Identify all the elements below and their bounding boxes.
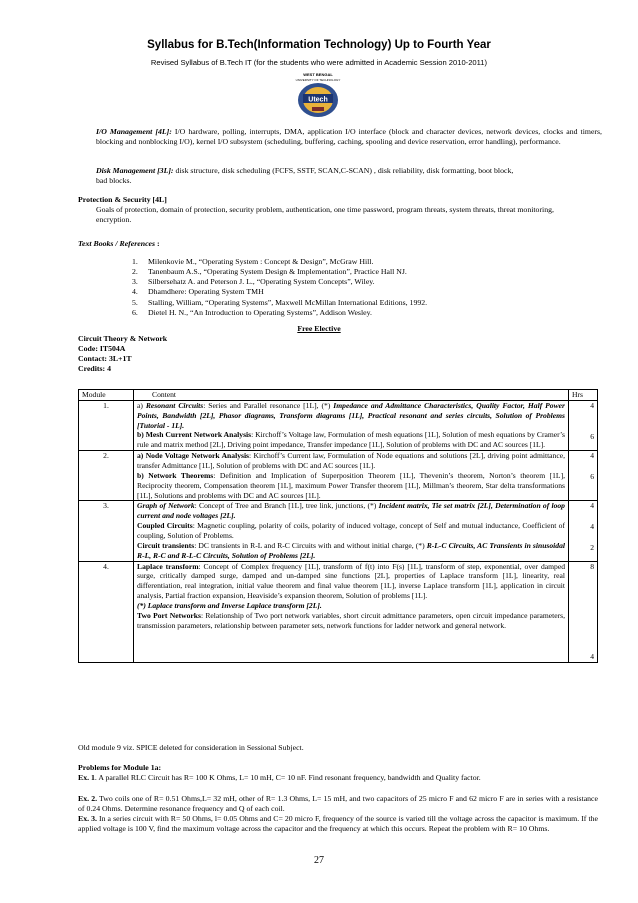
course-code: Code: IT504A	[78, 344, 126, 353]
table-row	[79, 400, 598, 450]
course-credits: Credits: 4	[78, 364, 111, 373]
book-text: Milenkovie M., “Operating System : Concept & Design”, McGraw Hill.	[148, 257, 374, 266]
logo-brand-text: Utech	[308, 96, 328, 104]
topic-title: Two Port Networks	[137, 610, 201, 620]
module-content	[134, 400, 569, 450]
problem-text: Two coils one of R= 0.51 Ohms,L= 32 mH, other of R= 1.3 Ohms, L= 15 mH, and two capacitors of 25 micro F and 62 micro F are in series with a resistance of 0.24 Ohms. Determine resonance frequency and Q of each coil.	[78, 794, 598, 814]
module-content	[134, 451, 569, 501]
problem-ex2	[78, 794, 598, 814]
hours-value: 4	[590, 451, 594, 461]
module-content	[134, 501, 569, 561]
list-item	[132, 267, 562, 277]
logo-top-text: WEST BENGAL	[303, 72, 333, 77]
problem-text: . A parallel RLC Circuit has R= 100 K Ohms, L= 10 mH, C= 10 nF. Find resonant frequency, bandwidth and Quality factor.	[94, 773, 481, 782]
book-text: Dietel H. N., “An Introduction to Operating Systems”, Addison Wesley.	[148, 307, 372, 317]
topic-text: : Concept of Complex frequency [1L], transform of f(t) into F(s) [1L], transform of step, exponential, over damped surge, critically damped surge, damped and un-damped sine functions [2L], properties of Laplace transform [1L], linearity, real differentiation, real integration, initial value theorem and final value theorem [1L], inverse Laplace transform [1L], application in circuit analysis, Partial fraction expansion, Heaviside’s expansion theorem, Solution of problems [1L].	[137, 561, 565, 601]
table-header-row	[79, 390, 598, 401]
protection-heading: Protection & Security [4L]	[78, 195, 167, 204]
textbooks-list	[132, 257, 562, 318]
topic-title: b) Mesh Current Network Analysis	[137, 430, 252, 440]
module-number: 2.	[79, 451, 134, 501]
list-item	[132, 298, 562, 308]
topic-text: : Concept of Tree and Branch [1L], tree link, junctions, (*)	[194, 501, 379, 511]
table-row	[79, 451, 598, 501]
item-prefix: a)	[137, 400, 146, 410]
problem-label: Ex. 3.	[78, 814, 97, 823]
university-logo	[290, 71, 346, 119]
table-row	[79, 501, 598, 561]
topic-highlight: (*) Laplace transform and Inverse Laplace transform [2L].	[137, 601, 322, 611]
hours-value: 8	[590, 561, 594, 571]
io-management-paragraph	[96, 127, 602, 147]
hours-value: 4	[590, 501, 594, 511]
topic-highlight: R-L-C Circuits, AC Transients in sinusoidal R-L, R-C and R-L-C Circuits, Solution of Problems [2L].	[137, 540, 565, 560]
book-text: Tanenbaum A.S., “Operating System Design & Implementation”, Practice Hall NJ.	[148, 267, 407, 277]
topic-text: : Kirchoff’s Voltage law, Formulation of mesh equations [1L], Solution of mesh equations by Cramer’s rule and matrix method [2L], Driving point impedance, Transfer impedance [1L], Solution of problems with DC and AC sources [1L].	[137, 430, 565, 450]
topic-text: : Series and Parallel resonance [1L], (*)	[203, 400, 334, 410]
module-hours	[569, 400, 598, 450]
topic-title: Coupled Circuits	[137, 521, 193, 531]
problems-heading: Problems for Module 1a:	[78, 763, 162, 772]
list-item	[132, 277, 562, 287]
textbooks-heading-colon: :	[155, 239, 160, 248]
problem-ex3	[78, 814, 598, 834]
disk-management-heading: Disk Management [3L]:	[96, 166, 174, 175]
topic-title: a) Node Voltage Network Analysis	[137, 451, 250, 461]
hours-value: 4	[590, 400, 594, 410]
topic-title: Laplace transform	[137, 561, 199, 571]
module-content	[134, 561, 569, 663]
book-text: Silbersehatz A. and Peterson J. L., “Operating System Concepts”, Wiley.	[148, 277, 375, 287]
topic-text: : Magnetic coupling, polarity of coils, polarity of induced voltage, concept of Self and mutual inductance, Coefficient of coupling, Solution of Problems.	[137, 521, 565, 541]
course-title: Circuit Theory & Network	[78, 334, 168, 343]
book-number: 6.	[132, 307, 138, 317]
page-number: 27	[314, 855, 324, 866]
course-contact: Contact: 3L+1T	[78, 354, 132, 363]
book-number: 2.	[132, 267, 138, 277]
topic-highlight: Incident matrix, Tie set matrix [2L], Determination of loop current and node voltages [2L].	[137, 501, 565, 521]
list-item	[132, 308, 562, 318]
topic-text: : Definition and Implication of Superposition Theorem [1L], Thevenin’s theorem, Norton’s theorem [1L], Reciprocity theorem, Compensation theorem [1L], maximum Power Transfer theorem [1L], Millman’s theorem, Star delta transformations [1L], Solutions and problems with DC and AC sources [1L].	[137, 470, 566, 500]
protection-text: Goals of protection, domain of protection, security problem, authentication, one time password, program threats, system threats, threat monitoring, encryption.	[96, 205, 554, 225]
topic-text: : DC transients in R-L and R-C Circuits with and without initial charge, (*)	[194, 540, 427, 550]
problem-text: In a series circuit with R= 50 Ohms, l= 0.05 Ohms and C= 20 micro F, frequency of the source is varied till the voltage across the capacitor is maximum. If the applied voltage is 100 V, find the maximum voltage across the capacitor and the frequency at which this occurs. Repeat the problem with R= 10 Ohms.	[78, 814, 598, 834]
problem-label: Ex. 1	[78, 773, 95, 782]
book-number: 4.	[132, 287, 138, 297]
hrs-column-header: Hrs	[569, 390, 598, 401]
topic-title: Circuit transients	[137, 540, 195, 550]
hours-value: 2	[590, 543, 594, 553]
list-item	[132, 287, 562, 297]
hours-value: 6	[590, 472, 594, 482]
hours-value: 6	[590, 431, 594, 441]
module-column-header: Module	[79, 390, 134, 401]
free-elective-heading: Free Elective	[297, 324, 341, 333]
logo-sub-text: UNIVERSITY OF TECHNOLOGY	[295, 78, 341, 82]
module-hours	[569, 451, 598, 501]
module-number: 4.	[79, 561, 134, 663]
disk-management-paragraph	[96, 166, 526, 186]
io-management-heading: I/O Management [4L]:	[96, 127, 172, 136]
old-module-note: Old module 9 viz. SPICE deleted for consideration in Sessional Subject.	[78, 743, 304, 752]
topic-text: : Relationship of Two port network variables, short circuit admittance parameters, open circuit impedance parameters, transmission parameters, relationship between parameter sets, network functions for ladder network and general network.	[137, 610, 565, 630]
topic-text: : Kirchoff’s Current law, Formulation of Node equations and solutions [2L], driving point admittance, transfer Admittance [1L], Solution of problems with DC and AC sources [1L].	[137, 451, 565, 471]
topic-title: b) Network Theorems	[137, 470, 214, 480]
book-text: Stalling, William, “Operating Systems”, Maxwell McMillan International Editions, 1992.	[148, 297, 428, 307]
module-hours	[569, 501, 598, 561]
io-management-text: I/O hardware, polling, interrupts, DMA, application I/O interface (block and character devices, network devices, clocks and timers, blocking and nonblocking I/O), kernel I/O subsystem (scheduling, buffering, caching, spooling and device reservation, error handling), performance.	[96, 127, 602, 147]
disk-management-text: disk structure, disk scheduling (FCFS, SSTF, SCAN,C-SCAN) , disk reliability, disk formatting, boot block, bad blocks.	[96, 166, 514, 186]
book-number: 1.	[132, 257, 138, 266]
module-number: 3.	[79, 501, 134, 561]
module-number: 1.	[79, 400, 134, 450]
problem-ex1	[78, 773, 598, 783]
book-number: 5.	[132, 297, 138, 307]
textbooks-heading-label: Text Books / References	[78, 239, 156, 248]
book-number: 3.	[132, 277, 138, 287]
problem-label: Ex. 2.	[78, 794, 98, 803]
syllabus-table	[78, 389, 598, 663]
topic-title: Graph of Network	[137, 501, 195, 511]
hours-value: 4	[590, 652, 594, 662]
list-item	[132, 257, 562, 267]
module-hours	[569, 561, 598, 663]
page-header-subtitle: Revised Syllabus of B.Tech IT (for the students who were admitted in Academic Session 2010-2011)	[150, 58, 488, 67]
page-header-title: Syllabus for B.Tech(Information Technology) Up to Fourth Year	[147, 39, 491, 51]
table-row	[79, 561, 598, 663]
book-text: Dhamdhere: Operating System TMH	[148, 287, 264, 297]
topic-highlight: Impedance and Admittance Characteristics, Quality Factor, Half Power Points, Bandwidth [2L], Phasor diagrams, Transform diagrams [1L], Practical resonant and series circuits, Solution of Problems [Tutorial - 1L].	[137, 400, 565, 430]
textbooks-heading	[78, 239, 160, 249]
hours-value: 4	[590, 522, 594, 532]
topic-title: Resonant Circuits	[145, 400, 204, 410]
content-column-header: Content	[134, 390, 569, 401]
